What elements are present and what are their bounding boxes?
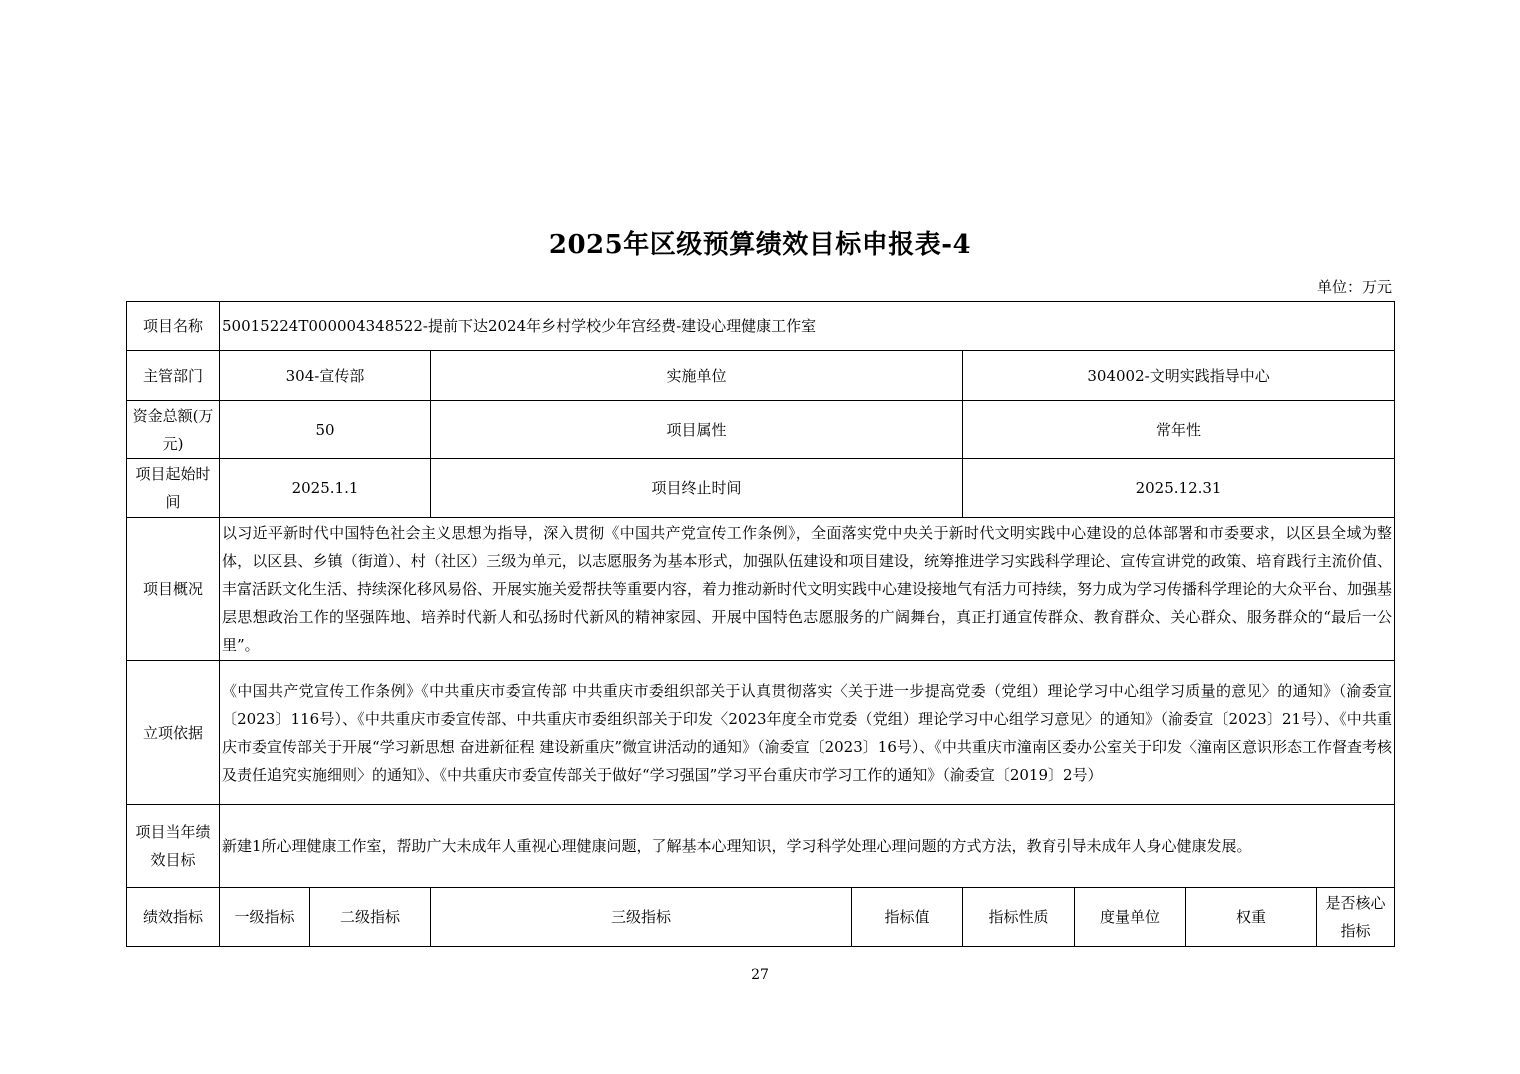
funds-label: 资金总额(万元) xyxy=(127,401,220,459)
overview-label: 项目概况 xyxy=(127,518,220,661)
impl-unit-value: 304002-文明实践指导中心 xyxy=(963,351,1395,401)
end-time-value: 2025.12.31 xyxy=(963,459,1395,518)
start-time-value: 2025.1.1 xyxy=(220,459,431,518)
row-basis xyxy=(127,661,1395,805)
overview-value: 以习近平新时代中国特色社会主义思想为指导，深入贯彻《中国共产党宣传工作条例》，全面落实党中央关于新时代文明实践中心建设的总体部署和市委要求，以区县全域为整体，以区县、乡镇（街道）、村（社区）三级为单元，以志愿服务为基本形式，加强队伍建设和项目建设，统筹推进学习实践科学理论、宣传宣讲党的政策、培育践行主流价值、丰富活跃文化生活、持续深化移风易俗、开展实施关爱帮扶等重要内容，着力推动新时代文明实践中心建设接地气有活力可持续，努力成为学习传播科学理论的大众平台、加强基层思想政治工作的坚强阵地、培养时代新人和弘扬时代新风的精神家园、开展中国特色志愿服务的广阔舞台，真正打通宣传群众、教育群众、关心群众、服务群众的“最后一公里”。 xyxy=(220,518,1395,661)
header-level2: 二级指标 xyxy=(310,888,431,947)
project-name-value: 50015224T000004348522-提前下达2024年乡村学校少年宫经费-建设心理健康工作室 xyxy=(220,302,1395,351)
dept-value: 304-宣传部 xyxy=(220,351,431,401)
indicators-label: 绩效指标 xyxy=(127,888,220,947)
basis-label: 立项依据 xyxy=(127,661,220,805)
goal-label: 项目当年绩效目标 xyxy=(127,805,220,888)
header-level3: 三级指标 xyxy=(431,888,852,947)
row-indicator-headers xyxy=(127,888,1395,947)
funds-value: 50 xyxy=(220,401,431,459)
row-goal xyxy=(127,805,1395,888)
attr-value: 常年性 xyxy=(963,401,1395,459)
header-unit: 度量单位 xyxy=(1075,888,1186,947)
start-time-label: 项目起始时间 xyxy=(127,459,220,518)
unit-label: 单位：万元 xyxy=(1316,278,1392,296)
header-weight: 权重 xyxy=(1186,888,1317,947)
page-number: 27 xyxy=(751,967,769,983)
dept-label: 主管部门 xyxy=(127,351,220,401)
goal-value: 新建1所心理健康工作室，帮助广大未成年人重视心理健康问题，了解基本心理知识，学习科学处理心理问题的方式方法，教育引导未成年人身心健康发展。 xyxy=(220,805,1395,888)
header-core: 是否核心指标 xyxy=(1317,888,1395,947)
end-time-label: 项目终止时间 xyxy=(431,459,963,518)
row-time xyxy=(127,459,1395,518)
header-level1: 一级指标 xyxy=(220,888,310,947)
row-department xyxy=(127,351,1395,401)
attr-label: 项目属性 xyxy=(431,401,963,459)
impl-unit-label: 实施单位 xyxy=(431,351,963,401)
row-project-name xyxy=(127,302,1395,351)
row-funds xyxy=(127,401,1395,459)
header-value: 指标值 xyxy=(852,888,963,947)
basis-value: 《中国共产党宣传工作条例》《中共重庆市委宣传部 中共重庆市委组织部关于认真贯彻落实〈关于进一步提高党委（党组）理论学习中心组学习质量的意见〉的通知》（渝委宣〔2023〕116号）、《中共重庆市委宣传部、中共重庆市委组织部关于印发〈2023年度全市党委（党组）理论学习中心组学习意见〉的通知》（渝委宣〔2023〕21号）、《中共重庆市委宣传部关于开展“学习新思想 奋进新征程 建设新重庆”微宣讲活动的通知》（渝委宣〔2023〕16号）、《中共重庆市潼南区委办公室关于印发〈潼南区意识形态工作督查考核及责任追究实施细则〉的通知》、《中共重庆市委宣传部关于做好“学习强国”学习平台重庆市学习工作的通知》（渝委宣〔2019〕2号） xyxy=(220,661,1395,805)
header-nature: 指标性质 xyxy=(963,888,1075,947)
budget-form-table xyxy=(126,301,1395,947)
project-name-label: 项目名称 xyxy=(127,302,220,351)
row-overview xyxy=(127,518,1395,661)
page-title: 2025年区级预算绩效目标申报表-4 xyxy=(548,230,972,260)
